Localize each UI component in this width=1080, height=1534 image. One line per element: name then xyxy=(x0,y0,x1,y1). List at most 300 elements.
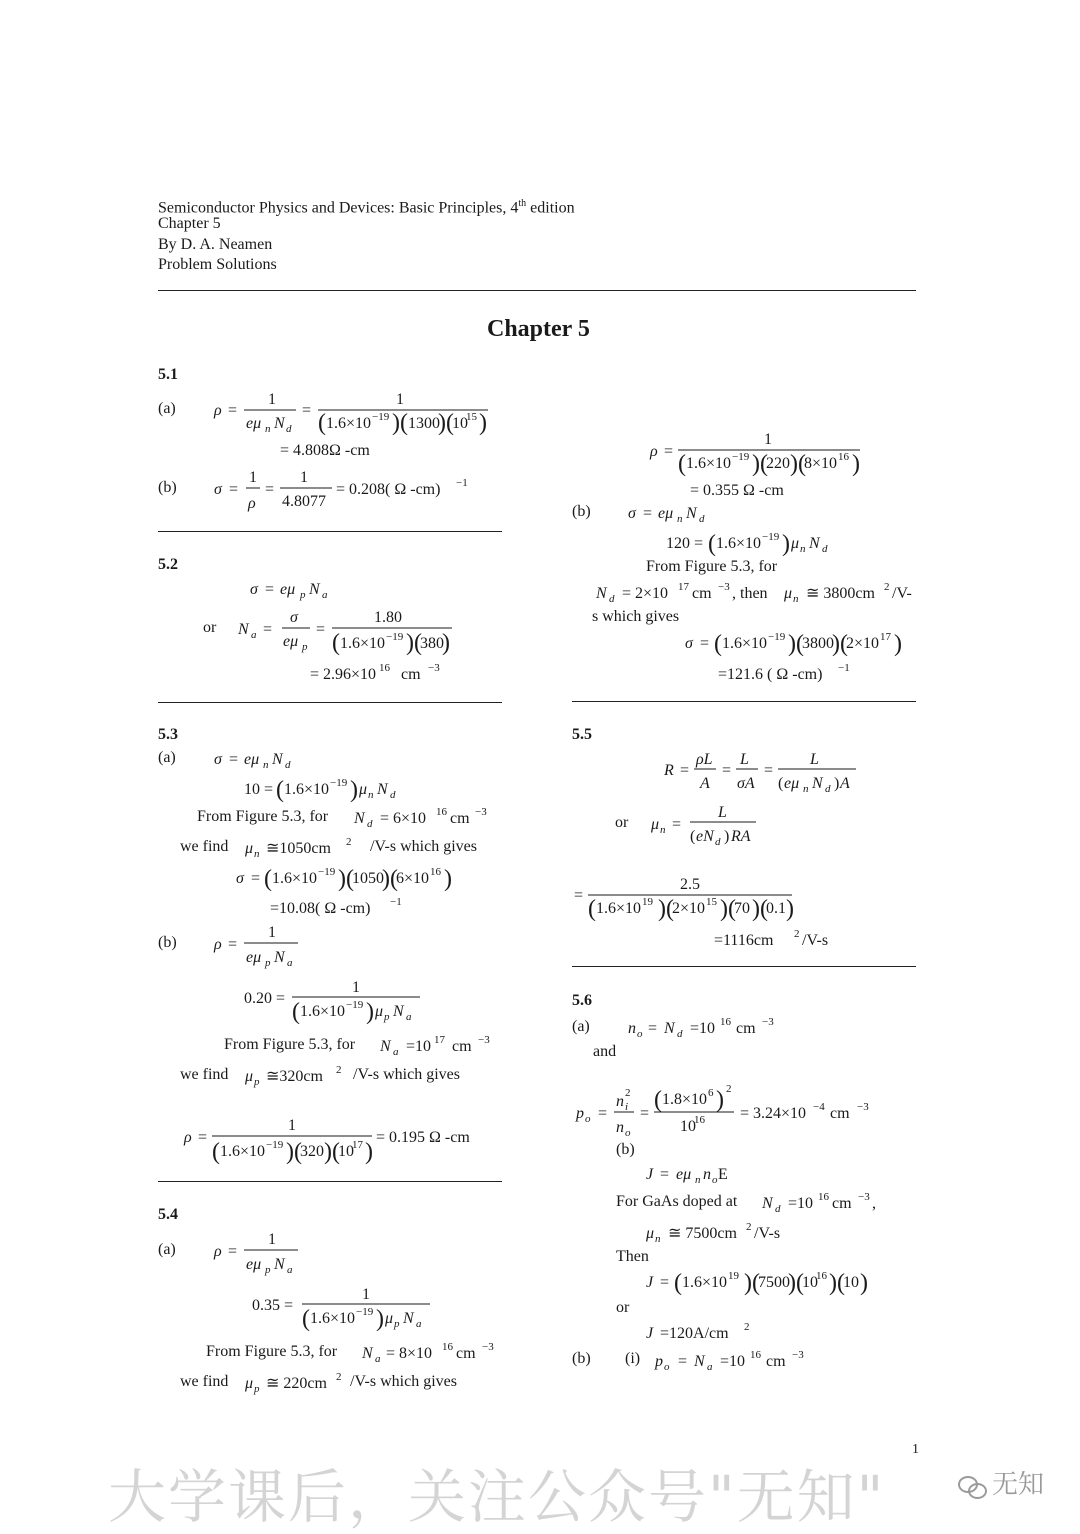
problem-5-3-gives-b: /V-s which gives xyxy=(353,1066,460,1083)
svg-text:10: 10 xyxy=(338,1143,354,1160)
svg-text:n: n xyxy=(677,513,683,525)
svg-text:n: n xyxy=(800,543,806,555)
svg-text:1.6×10: 1.6×10 xyxy=(340,635,386,652)
svg-text:d: d xyxy=(390,789,396,801)
svg-text:d: d xyxy=(286,423,292,435)
problem-5-3-number: 5.3 xyxy=(158,726,178,743)
svg-text:μ: μ xyxy=(385,1310,394,1327)
svg-text:/V-s: /V-s xyxy=(802,932,829,949)
svg-text:): ) xyxy=(786,896,794,922)
problem-5-6-or: or xyxy=(616,1299,630,1316)
svg-text:−19: −19 xyxy=(386,631,404,643)
svg-text:10: 10 xyxy=(680,1118,696,1135)
svg-text:A: A xyxy=(700,775,710,792)
svg-text:p: p xyxy=(254,1383,260,1395)
svg-text:): ) xyxy=(479,410,487,436)
svg-text:cm: cm xyxy=(830,1105,850,1122)
svg-text:N: N xyxy=(274,415,285,432)
svg-text:N: N xyxy=(272,751,283,768)
svg-text:a: a xyxy=(287,957,293,969)
equation-5-4b xyxy=(595,505,912,683)
svg-text:16: 16 xyxy=(694,1114,705,1126)
svg-text:)(: )( xyxy=(744,1270,760,1296)
problem-5-3-part-b: (b) xyxy=(158,934,177,951)
svg-text:(: ( xyxy=(678,451,686,477)
svg-text:eμ: eμ xyxy=(244,751,260,768)
svg-text:=121.6 ( Ω -cm): =121.6 ( Ω -cm) xyxy=(718,666,823,683)
svg-text:)(: )( xyxy=(406,630,422,656)
svg-text:−19: −19 xyxy=(356,1306,374,1318)
svg-text:−3: −3 xyxy=(792,1349,804,1361)
equation-5-1a xyxy=(213,391,488,459)
svg-text:6: 6 xyxy=(708,1087,714,1099)
svg-text:σ: σ xyxy=(685,635,693,652)
svg-text:cm: cm xyxy=(692,585,712,602)
svg-text:ρ: ρ xyxy=(248,495,256,512)
svg-text:μ: μ xyxy=(245,840,254,857)
svg-text:1: 1 xyxy=(352,979,360,996)
problem-5-2-or: or xyxy=(203,619,217,636)
svg-text:70: 70 xyxy=(734,900,750,917)
svg-text:(: ( xyxy=(690,828,696,845)
svg-text:ρ: ρ xyxy=(214,402,222,419)
svg-text:=: = xyxy=(664,443,674,460)
svg-text:0.35 =: 0.35 = xyxy=(252,1297,294,1314)
svg-text:)(: )( xyxy=(324,1139,340,1165)
svg-text:0.1: 0.1 xyxy=(766,900,786,917)
svg-text:J: J xyxy=(646,1325,654,1342)
svg-text:=: = xyxy=(302,402,312,419)
svg-text:1.80: 1.80 xyxy=(374,609,402,626)
svg-text:L: L xyxy=(810,751,819,768)
svg-text:p: p xyxy=(384,1011,390,1023)
equation-5-6 xyxy=(575,1016,876,1373)
svg-text:p: p xyxy=(265,957,271,969)
svg-text:−3: −3 xyxy=(718,581,730,593)
svg-text:o: o xyxy=(712,1174,718,1186)
svg-text:σ: σ xyxy=(236,870,244,887)
svg-text:1: 1 xyxy=(268,1231,276,1248)
svg-text:1.6×10: 1.6×10 xyxy=(326,415,372,432)
svg-text:=10.08( Ω -cm): =10.08( Ω -cm) xyxy=(270,900,371,917)
svg-text:17: 17 xyxy=(880,631,891,643)
svg-text:1.6×10: 1.6×10 xyxy=(272,870,318,887)
svg-text:≅1050cm: ≅1050cm xyxy=(266,840,331,857)
svg-text:16: 16 xyxy=(720,1016,731,1028)
equation-5-5 xyxy=(574,751,856,949)
svg-text:1.6×10: 1.6×10 xyxy=(682,1274,728,1291)
svg-text:1: 1 xyxy=(396,391,404,408)
problem-5-3-part-a: (a) xyxy=(158,749,176,766)
svg-text:ρ: ρ xyxy=(214,936,222,953)
svg-text:−3: −3 xyxy=(482,1341,494,1353)
svg-text:= 0.355 Ω -cm: = 0.355 Ω -cm xyxy=(690,482,784,499)
svg-text:7500: 7500 xyxy=(758,1274,790,1291)
svg-text:n: n xyxy=(703,1166,711,1183)
svg-text:N: N xyxy=(664,1020,675,1037)
svg-text:−3: −3 xyxy=(478,1034,490,1046)
svg-text:1: 1 xyxy=(300,469,308,486)
svg-text:16: 16 xyxy=(379,662,390,674)
svg-text:ρ: ρ xyxy=(184,1129,192,1146)
equation-5-4a-continued xyxy=(649,431,860,499)
svg-text:N: N xyxy=(238,621,249,638)
svg-text:N: N xyxy=(377,781,388,798)
svg-text:σ: σ xyxy=(214,481,222,498)
svg-text:−1: −1 xyxy=(838,662,850,674)
svg-text:≅320cm: ≅320cm xyxy=(266,1068,323,1085)
svg-text:17: 17 xyxy=(678,581,689,593)
page-number: 1 xyxy=(912,1442,919,1457)
svg-text:19: 19 xyxy=(728,1270,739,1282)
svg-text:/V-s: /V-s xyxy=(754,1225,781,1242)
svg-text:): ) xyxy=(376,1306,384,1332)
svg-text:N: N xyxy=(812,775,823,792)
problem-5-6-and: and xyxy=(593,1043,617,1060)
svg-text:=: = xyxy=(700,635,710,652)
svg-text:=: = xyxy=(228,1243,238,1260)
svg-text:n: n xyxy=(793,593,799,605)
equation-5-2 xyxy=(237,581,452,683)
svg-text:σA: σA xyxy=(737,775,755,792)
problem-5-6-then: Then xyxy=(616,1248,649,1265)
svg-text:19: 19 xyxy=(642,896,653,908)
svg-text:2: 2 xyxy=(746,1221,752,1233)
svg-text:μ: μ xyxy=(651,816,660,833)
svg-text:16: 16 xyxy=(442,1341,453,1353)
svg-text:16: 16 xyxy=(816,1270,827,1282)
svg-text:a: a xyxy=(707,1361,713,1373)
svg-text:−3: −3 xyxy=(428,662,440,674)
svg-text:1.6×10: 1.6×10 xyxy=(596,900,642,917)
wechat-badge xyxy=(958,1464,1044,1501)
svg-text:−3: −3 xyxy=(857,1101,869,1113)
svg-text:(: ( xyxy=(264,866,272,892)
svg-text:eN: eN xyxy=(696,828,714,845)
svg-text:= 2.96×10: = 2.96×10 xyxy=(310,666,377,683)
svg-text:= 0.208( Ω -cm): = 0.208( Ω -cm) xyxy=(336,481,441,498)
svg-text:0.20 =: 0.20 = xyxy=(244,990,286,1007)
problem-5-1-number: 5.1 xyxy=(158,366,178,383)
problem-5-4-fig: From Figure 5.3, for xyxy=(206,1343,338,1360)
svg-text:eμ: eμ xyxy=(280,581,296,598)
svg-text:eμ: eμ xyxy=(676,1166,692,1183)
svg-text:ρ: ρ xyxy=(650,443,658,460)
svg-text:p: p xyxy=(655,1353,663,1370)
svg-text:σ: σ xyxy=(290,609,298,626)
svg-text:=1116cm: =1116cm xyxy=(714,932,774,949)
svg-text:)(: )( xyxy=(752,451,768,477)
svg-text:16: 16 xyxy=(750,1349,761,1361)
svg-text:eμ: eμ xyxy=(246,415,262,432)
svg-text:N: N xyxy=(309,581,320,598)
problem-5-4b-gives: s which gives xyxy=(592,608,680,625)
problem-5-3-find-b: we find xyxy=(180,1066,229,1083)
svg-text:)(: )( xyxy=(788,631,804,657)
svg-text:−3: −3 xyxy=(475,806,487,818)
svg-text:3800: 3800 xyxy=(802,635,834,652)
svg-text:=: = xyxy=(643,505,653,522)
problem-5-6-part-a: (a) xyxy=(572,1018,590,1035)
svg-text:J: J xyxy=(646,1274,654,1291)
svg-text:d: d xyxy=(285,759,291,771)
wechat-icon xyxy=(958,1474,988,1498)
svg-text:−19: −19 xyxy=(732,451,750,463)
svg-text:=: = xyxy=(251,870,261,887)
svg-text:): ) xyxy=(365,1139,373,1165)
svg-text:eμ: eμ xyxy=(246,949,262,966)
svg-text:n: n xyxy=(616,1093,624,1110)
svg-text:p: p xyxy=(302,641,308,653)
svg-text:(: ( xyxy=(332,630,340,656)
svg-text:16: 16 xyxy=(818,1191,829,1203)
svg-text:J: J xyxy=(646,1166,654,1183)
svg-text:= 0.195 Ω -cm: = 0.195 Ω -cm xyxy=(376,1129,470,1146)
svg-text:i: i xyxy=(625,1101,629,1113)
svg-text:n: n xyxy=(660,824,666,836)
svg-text:n: n xyxy=(254,848,260,860)
svg-text:)(: )( xyxy=(658,896,674,922)
svg-text:a: a xyxy=(406,1011,412,1023)
equation-5-3b xyxy=(183,924,490,1165)
svg-text:−3: −3 xyxy=(762,1016,774,1028)
svg-text:=: = xyxy=(265,581,275,598)
svg-text:,: , xyxy=(872,1195,876,1212)
svg-text:d: d xyxy=(822,543,828,555)
svg-text:=10: =10 xyxy=(406,1038,432,1055)
svg-text:p: p xyxy=(300,589,306,601)
svg-text:2: 2 xyxy=(726,1083,732,1095)
svg-text:2.5: 2.5 xyxy=(680,876,700,893)
svg-text:17: 17 xyxy=(352,1139,363,1151)
svg-text:cm: cm xyxy=(736,1020,756,1037)
svg-text:=10: =10 xyxy=(690,1020,716,1037)
svg-text:/V-: /V- xyxy=(892,585,912,602)
problem-5-6-number: 5.6 xyxy=(572,992,592,1009)
svg-text:N: N xyxy=(354,810,365,827)
svg-text:1.6×10: 1.6×10 xyxy=(284,781,330,798)
svg-text:=: = xyxy=(229,481,239,498)
svg-text:−19: −19 xyxy=(318,866,336,878)
svg-text:=: = xyxy=(229,751,239,768)
svg-text:2: 2 xyxy=(794,928,800,940)
svg-text:1: 1 xyxy=(288,1117,296,1134)
svg-text:=: = xyxy=(660,1274,670,1291)
svg-text:d: d xyxy=(715,836,721,848)
svg-text:−3: −3 xyxy=(858,1191,870,1203)
problem-5-6-part-b: (b) xyxy=(572,1350,591,1367)
svg-text:(: ( xyxy=(674,1270,682,1296)
svg-text:1.8×10: 1.8×10 xyxy=(662,1091,708,1108)
svg-text:n: n xyxy=(616,1119,624,1136)
svg-text:o: o xyxy=(625,1127,631,1139)
svg-text:cm: cm xyxy=(401,666,421,683)
svg-text:=: = xyxy=(722,762,732,779)
svg-text:10: 10 xyxy=(843,1274,859,1291)
svg-text:=: = xyxy=(660,1166,670,1183)
svg-text:−19: −19 xyxy=(768,631,786,643)
svg-text:R: R xyxy=(664,762,674,779)
svg-text:1.6×10: 1.6×10 xyxy=(722,635,768,652)
svg-text:N: N xyxy=(694,1353,705,1370)
svg-text:320: 320 xyxy=(300,1143,324,1160)
svg-text:4.8077: 4.8077 xyxy=(282,493,326,510)
svg-text:d: d xyxy=(699,513,705,525)
svg-text:p: p xyxy=(254,1076,260,1088)
problem-5-3-fig-b: From Figure 5.3, for xyxy=(224,1036,356,1053)
svg-text:(: ( xyxy=(714,631,722,657)
svg-text:N: N xyxy=(596,585,607,602)
svg-text:eμ: eμ xyxy=(246,1256,262,1273)
svg-text:μ: μ xyxy=(245,1375,254,1392)
problem-5-3-fig-a: From Figure 5.3, for xyxy=(197,808,329,825)
svg-text:RA: RA xyxy=(731,828,751,845)
equation-5-3a xyxy=(214,751,487,917)
svg-text:(: ( xyxy=(292,999,300,1025)
svg-text:(: ( xyxy=(654,1087,662,1113)
svg-text:1050: 1050 xyxy=(352,870,384,887)
svg-text:E: E xyxy=(718,1166,728,1183)
equation-5-4a xyxy=(213,1231,494,1395)
svg-text:=: = xyxy=(672,816,682,833)
problem-5-5-or: or xyxy=(615,814,629,831)
problem-5-6-gaas: For GaAs doped at xyxy=(616,1193,738,1210)
svg-text:)(: )( xyxy=(752,896,768,922)
svg-text:N: N xyxy=(274,949,285,966)
svg-text:, then: , then xyxy=(732,585,768,602)
svg-text:)(: )( xyxy=(286,1139,302,1165)
svg-text:o: o xyxy=(585,1113,591,1125)
svg-text:): ) xyxy=(442,630,450,656)
svg-text:): ) xyxy=(860,1270,868,1296)
svg-text:): ) xyxy=(852,451,860,477)
header-line-chapter: Chapter 5 xyxy=(158,215,221,232)
svg-text:)(: )( xyxy=(438,410,454,436)
svg-text:a: a xyxy=(375,1353,381,1365)
svg-text:μ: μ xyxy=(646,1225,655,1242)
svg-text:)(: )( xyxy=(832,631,848,657)
svg-text:d: d xyxy=(677,1028,683,1040)
svg-text:N: N xyxy=(686,505,697,522)
svg-text:N: N xyxy=(809,535,820,552)
svg-text:380: 380 xyxy=(420,635,444,652)
svg-text:15: 15 xyxy=(466,411,477,423)
svg-text:=: = xyxy=(678,1353,688,1370)
svg-text:): ) xyxy=(894,631,902,657)
problem-5-4-number: 5.4 xyxy=(158,1206,178,1223)
svg-text:6×10: 6×10 xyxy=(396,870,430,887)
svg-text:n: n xyxy=(695,1174,701,1186)
problem-5-1-part-a: (a) xyxy=(158,400,176,417)
svg-text:=: = xyxy=(265,481,275,498)
svg-text:1: 1 xyxy=(268,924,276,941)
svg-text:cm: cm xyxy=(450,810,470,827)
svg-text:8×10: 8×10 xyxy=(804,455,838,472)
svg-text:≅ 3800cm: ≅ 3800cm xyxy=(806,585,875,602)
svg-text:N: N xyxy=(762,1195,773,1212)
header-line-author: By D. A. Neamen xyxy=(158,236,273,253)
svg-text:2×10: 2×10 xyxy=(672,900,706,917)
problem-5-1-part-b: (b) xyxy=(158,479,177,496)
svg-text:2: 2 xyxy=(336,1064,342,1076)
watermark-text: 大学课后，关注公众号"无知" xyxy=(108,1463,886,1531)
svg-text:μ: μ xyxy=(359,781,368,798)
svg-text:2: 2 xyxy=(346,836,352,848)
svg-text:cm: cm xyxy=(832,1195,852,1212)
svg-text:L: L xyxy=(718,804,727,821)
svg-text:)(: )( xyxy=(720,896,736,922)
problem-5-2-number: 5.2 xyxy=(158,556,178,573)
svg-text:220: 220 xyxy=(766,455,790,472)
svg-text:N: N xyxy=(274,1256,285,1273)
svg-text:=10: =10 xyxy=(720,1353,746,1370)
svg-text:a: a xyxy=(287,1264,293,1276)
svg-text:n: n xyxy=(655,1233,661,1245)
svg-text:cm: cm xyxy=(452,1038,472,1055)
svg-text:σ: σ xyxy=(628,505,636,522)
svg-text:p: p xyxy=(265,1264,271,1276)
problem-5-4-gives: /V-s which gives xyxy=(350,1373,457,1390)
problem-5-4-part-a: (a) xyxy=(158,1241,176,1258)
svg-text:cm: cm xyxy=(456,1345,476,1362)
svg-text:=120A/cm: =120A/cm xyxy=(660,1325,729,1342)
svg-text:120 =: 120 = xyxy=(666,535,704,552)
svg-text:=: = xyxy=(764,762,774,779)
svg-text:−1: −1 xyxy=(456,477,468,489)
problem-5-6-b-inner: (b) xyxy=(616,1141,635,1158)
svg-text:1.6×10: 1.6×10 xyxy=(310,1310,356,1327)
svg-text:n: n xyxy=(263,759,269,771)
svg-text:(: ( xyxy=(212,1139,220,1165)
svg-text:−19: −19 xyxy=(266,1139,284,1151)
svg-text:N: N xyxy=(403,1310,414,1327)
svg-text:n: n xyxy=(265,423,271,435)
svg-text:eμ: eμ xyxy=(784,775,800,792)
svg-text:p: p xyxy=(576,1105,584,1122)
svg-text:=: = xyxy=(263,621,273,638)
problem-5-4b-fig: From Figure 5.3, for xyxy=(646,558,778,575)
header-line-solutions: Problem Solutions xyxy=(158,256,277,273)
svg-text:(: ( xyxy=(276,777,284,803)
svg-text:1.6×10: 1.6×10 xyxy=(716,535,762,552)
wechat-label: 无知 xyxy=(992,1470,1045,1500)
svg-text:10 =: 10 = xyxy=(244,781,274,798)
svg-text:N: N xyxy=(393,1003,404,1020)
svg-text:(: ( xyxy=(778,775,784,792)
svg-text:(: ( xyxy=(302,1306,310,1332)
svg-text:)(: )( xyxy=(338,866,354,892)
svg-text:2: 2 xyxy=(744,1321,750,1333)
svg-text:d: d xyxy=(367,818,373,830)
svg-text:n: n xyxy=(368,789,374,801)
svg-text:= 3.24×10: = 3.24×10 xyxy=(740,1105,807,1122)
svg-text:σ: σ xyxy=(250,581,258,598)
svg-text:1.6×10: 1.6×10 xyxy=(220,1143,266,1160)
svg-text:17: 17 xyxy=(434,1034,445,1046)
svg-text:)(: )( xyxy=(790,451,806,477)
svg-text:): ) xyxy=(444,866,452,892)
svg-text:1: 1 xyxy=(764,431,772,448)
svg-text:N: N xyxy=(362,1345,373,1362)
svg-text:=: = xyxy=(648,1020,658,1037)
svg-text:=: = xyxy=(598,1105,608,1122)
svg-text:N: N xyxy=(380,1038,391,1055)
svg-text:2: 2 xyxy=(625,1087,631,1099)
svg-text:)(: )( xyxy=(788,1270,804,1296)
svg-text:= 8×10: = 8×10 xyxy=(386,1345,433,1362)
svg-text:−19: −19 xyxy=(330,777,348,789)
svg-text:1.6×10: 1.6×10 xyxy=(300,1003,346,1020)
